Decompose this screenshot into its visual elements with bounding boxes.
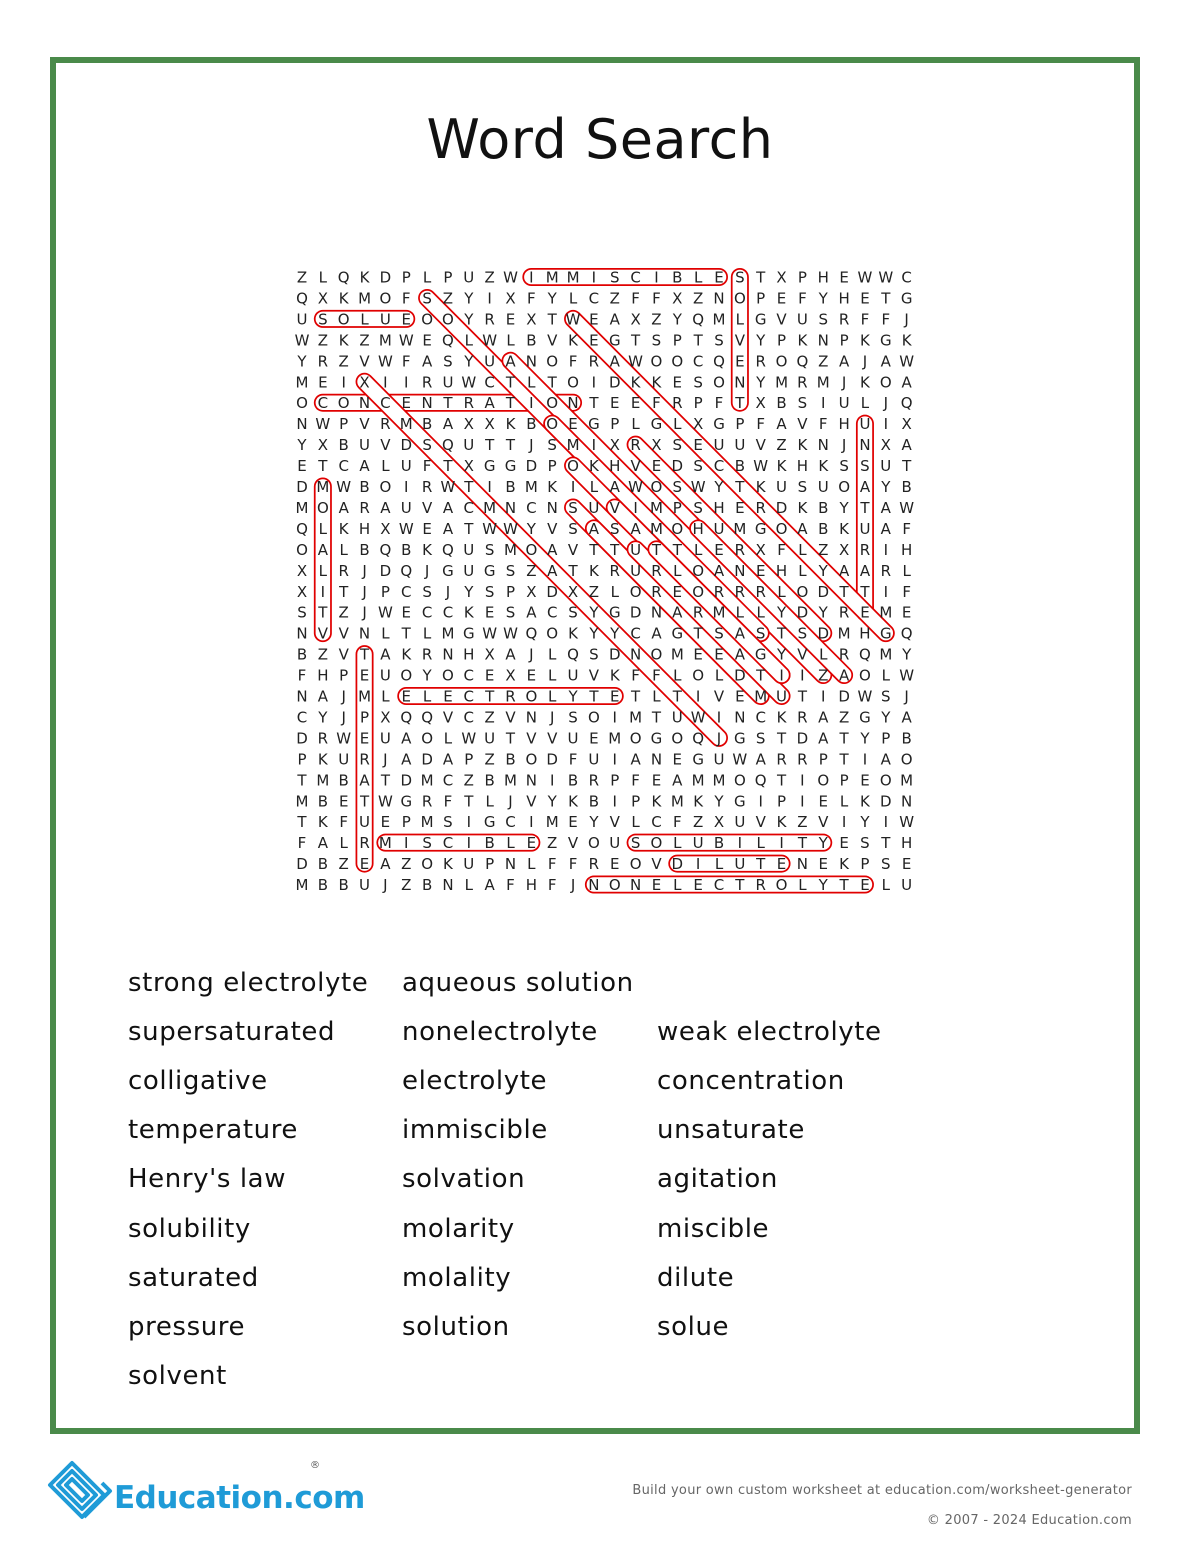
word-bank-item: dilute <box>657 1262 735 1293</box>
page-title: Word Search <box>426 108 774 171</box>
grid-row: M E I X I I R U W C T L T O I D K K E S O N Y M R M J K O A <box>295 373 912 392</box>
word-bank-item: molality <box>402 1262 512 1293</box>
word-bank-item: supersaturated <box>128 1017 336 1048</box>
word-bank-item: solue <box>657 1311 730 1342</box>
grid-row: X I T J P C S J Y S P X D X Z L O R E O R R R L O D T T I F <box>296 582 911 601</box>
word-bank-item: aqueous solution <box>402 968 634 998</box>
grid-row: F A L R M I S C I B L E Z V O U S O L U B I L I T Y E S T H <box>297 834 913 853</box>
word-bank-item: solvent <box>128 1360 227 1391</box>
word-bank-item: strong electrolyte <box>128 968 369 998</box>
word-bank-item: miscible <box>657 1213 770 1244</box>
footer-copyright: © 2007 - 2024 Education.com <box>926 1513 1132 1528</box>
word-bank-item: solution <box>402 1311 510 1342</box>
grid-row: D B Z E A Z O K U P N L F F R E O V D I L U T E N E K P S E <box>296 855 912 874</box>
word-bank-item: Henry's law <box>128 1164 287 1195</box>
grid-row: P K U R J A D A P Z B O D F U I A N E G U W A R R P T I A O <box>297 750 913 769</box>
grid-row: T K F U E P M S I G C I M E Y V L C F Z X U V K Z V I Y I W <box>297 813 915 832</box>
word-bank-item: molarity <box>402 1213 515 1244</box>
word-bank-item: saturated <box>128 1262 259 1293</box>
grid-row: N A J M L E L E C T R O L Y T E T L T I V E M U T I D W S J <box>296 687 909 706</box>
grid-row: N W P V R M B A X X K B O E G P L G L X G P F A V F H U I X <box>296 415 912 434</box>
grid-row: F H P E U O Y O C E X E L U V K F F L O L D T I I Z A O L W <box>297 666 915 685</box>
word-bank-item: solubility <box>128 1213 251 1244</box>
grid-row: Z L Q K D P L P U Z W I M M I S C I B L E S T X P H E W W C <box>296 268 912 287</box>
grid-row: C Y J P X Q Q V C Z V N J S O I M T U W I N C K R A Z G Y A <box>296 708 912 727</box>
footer-generator-link[interactable]: Build your own custom worksheet at education.com/worksheet-generator <box>632 1483 1132 1498</box>
grid-row: E T C A L U F T X G G D P O K H V E D S C B W K H K S S U T <box>297 457 912 476</box>
grid-row: Q X K M O F S Z Y I X F Y L C Z F F X Z N O P E F Y H E T G <box>296 289 913 308</box>
grid-row: Y R Z V W F A S Y U A N O F R A W O O C Q E R O Q Z A J A W <box>297 352 915 371</box>
word-bank-item: unsaturate <box>657 1115 805 1146</box>
word-bank-item: temperature <box>128 1115 299 1146</box>
grid-row: B Z V T A K R N H X A J L Q S D N O M E E A G Y V L R Q M Y <box>296 645 912 664</box>
word-bank-item: weak electrolyte <box>657 1017 882 1048</box>
word-bank-item: colligative <box>128 1066 268 1097</box>
word-bank-item: nonelectrolyte <box>402 1017 598 1048</box>
grid-row: D M W B O I R W T I B M K I L A W O S W Y T K U S U O A Y B <box>296 478 912 496</box>
word-bank-item: agitation <box>657 1164 778 1195</box>
registered-mark: ® <box>310 1460 320 1471</box>
brand-name[interactable]: Education.com <box>114 1480 365 1516</box>
word-bank-item: immiscible <box>402 1115 548 1146</box>
grid-row: O A L B Q B K Q U S M O A V T T U T T L E R X F L Z X R I H <box>296 540 913 559</box>
word-bank-item: pressure <box>128 1311 246 1342</box>
grid-row: M B E T W G R F T L J V Y K B I P K M K Y G I P I E L K D N <box>295 792 913 811</box>
word-bank-item: electrolyte <box>402 1066 548 1097</box>
word-bank-item: solvation <box>402 1164 526 1195</box>
grid-row: M B B U J Z B N L A F H F J N O N E L E C T R O L Y T E L U <box>295 876 913 895</box>
grid-row: O C O N C E N T R A T I O N T E E F R P F T X B S I U L J Q <box>296 394 913 413</box>
grid-row: X L R J D Q J G U G S Z A T K R U R L O A N E H L Y A A R L <box>296 561 911 580</box>
grid-row: N V V N L T L M G W W Q O K Y Y C A G T S A S T S D M H G Q <box>296 624 913 643</box>
grid-row: S T Z J W E C C K E S A C S Y G D N A R M L L Y D Y R E M E <box>297 603 912 622</box>
grid-row: D R W E U A O L W U T V V U E M O G O Q J G S T D A T Y P B <box>296 729 912 748</box>
grid-row: Y X B U V D S Q U T T J S M I X R X S E U U V Z K N J N X A <box>297 436 912 455</box>
grid-row: W Z K Z M W E Q L W L B V K E G T S P T S V Y P K N P K G K <box>294 331 912 350</box>
word-bank-item: concentration <box>657 1066 845 1097</box>
grid-row: U S O L U E O O Y R E X T W E A X Z Y Q M L G V U S R F F J <box>296 310 909 329</box>
grid-row: M O A R A U V A C M N C N S U V I M P S H E R D K B Y T A W <box>295 498 915 517</box>
grid-row: Q L K H X W E A T W W Y V S A S A M O H U M G O A B K U A F <box>296 519 911 538</box>
grid-row: T M B A T D M C Z B M N I B R P F E A M M O Q T I O P E O M <box>297 771 914 790</box>
